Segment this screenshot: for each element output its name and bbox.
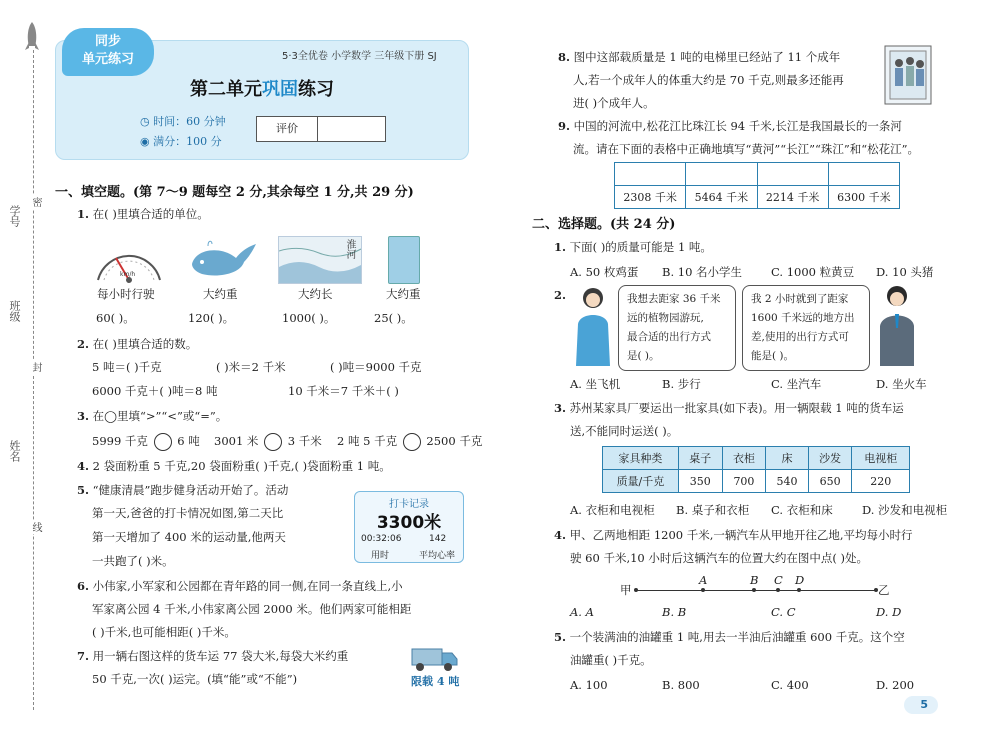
- river-table: [614, 162, 900, 209]
- q6-line-2: 军家离公园 4 千米,小伟家离公园 2000 米。他们两家可能相距: [92, 602, 412, 616]
- river-length-cell: 2214 千米: [757, 186, 828, 209]
- clock-icon: ◷: [140, 115, 154, 128]
- q-text: 在◯里填“>”“<”或“=”。: [92, 409, 228, 423]
- compare-circle[interactable]: [403, 433, 421, 451]
- s2q2-option-a[interactable]: A. 坐飞机: [570, 377, 621, 391]
- point-start: [634, 588, 638, 592]
- q1-7: [77, 645, 348, 667]
- river-name-cell[interactable]: [828, 163, 899, 186]
- q1-caption-4: 大约重: [386, 287, 421, 301]
- s2q3-option-b[interactable]: B. 桌子和衣柜: [676, 503, 750, 517]
- q1-3: [77, 405, 227, 427]
- furniture-weight-cell: 540: [766, 470, 808, 493]
- point-b-label: B: [750, 573, 759, 587]
- furniture-header-row: [603, 447, 910, 470]
- s2q5-option-b[interactable]: B. 800: [662, 678, 700, 692]
- furniture-weight-cell: 220: [852, 470, 910, 493]
- time-text: 时间：60 分钟: [153, 115, 226, 128]
- s2q4-option-a[interactable]: A. A: [570, 605, 594, 619]
- q-text: 一个装满油的油罐重 1 吨,用去一半油后油罐重 600 千克。这个空: [569, 630, 905, 644]
- title-part1: 第二单元: [190, 79, 262, 100]
- furniture-header-cell: 衣柜: [722, 447, 766, 470]
- speed-unit: km/h: [120, 271, 136, 278]
- bubble-left: [618, 285, 736, 371]
- compare-circle[interactable]: [264, 433, 282, 451]
- q-text: 图中这部载质量是 1 吨的电梯里已经站了 11 个成年: [573, 50, 841, 64]
- page-number: 5: [904, 696, 938, 714]
- line-start-label: 甲: [620, 583, 632, 597]
- q-num: 3.: [554, 401, 567, 415]
- q3-left: 2 吨 5 千克: [337, 434, 398, 448]
- river-length-cell: 6300 千米: [828, 186, 899, 209]
- q-text: 小伟家,小军家和公园都在青年路的同一侧,在同一条直线上,小: [92, 579, 403, 593]
- q-text: “健康清晨”跑步健身活动开始了。活动: [92, 483, 289, 497]
- q1-answer-1[interactable]: 60( )。: [96, 311, 135, 325]
- card-distance: 3300米: [376, 513, 442, 533]
- name-label: 姓名: [8, 440, 21, 462]
- q-text: 甲、乙两地相距 1200 千米,一辆汽车从甲地开往乙地,平均每小时行: [569, 528, 913, 542]
- elevator-icon: [884, 45, 932, 105]
- rocket-icon: [22, 20, 42, 56]
- badge-line2: 单元练习: [81, 52, 134, 67]
- q7-line-2[interactable]: 50 千克,一次( )运完。(填“能”或“不能”): [92, 672, 298, 686]
- river-length-cell: 2308 千米: [615, 186, 686, 209]
- q1-4: [77, 455, 391, 477]
- furniture-weight-cell: 700: [722, 470, 766, 493]
- student-id-label: 学号: [8, 205, 21, 227]
- furniture-header-cell: 桌子: [678, 447, 722, 470]
- river-name-row: [615, 163, 900, 186]
- q-text: 用一辆右图这样的货车运 77 袋大米,每袋大米约重: [92, 649, 349, 663]
- q-text: 2 袋面粉重 5 千克,20 袋面粉重( )千克,( )袋面粉重 1 吨。: [92, 459, 391, 473]
- speedometer-icon: [92, 232, 166, 284]
- card-time-label: 用时: [371, 551, 390, 561]
- q8-line-3[interactable]: 进( )个成年人。: [573, 96, 655, 110]
- q-num: 1.: [77, 207, 90, 221]
- s2q1-option-a[interactable]: A. 50 枚鸡蛋: [570, 265, 639, 279]
- furniture-weight-cell: 350: [678, 470, 722, 493]
- q-num: 9.: [558, 119, 571, 133]
- q-num: 2.: [77, 337, 90, 351]
- q2-4: [554, 524, 913, 546]
- q1-caption-3: 大约长: [298, 287, 333, 301]
- q1-answer-2[interactable]: 120( )。: [188, 311, 235, 325]
- q1-8: [558, 46, 840, 68]
- class-label: 班级: [8, 300, 21, 322]
- q-text: 在( )里填合适的数。: [92, 337, 198, 351]
- q-text: 苏州某家具厂要运出一批家具(如下表)。用一辆限载 1 吨的货车运: [569, 401, 904, 415]
- river-name-cell[interactable]: [757, 163, 828, 186]
- q5-line-4[interactable]: 一共跑了( )米。: [92, 554, 174, 568]
- q-text: 下面( )的质量可能是 1 吨。: [569, 240, 712, 254]
- q-num: 3.: [77, 409, 90, 423]
- s2q3-line-2[interactable]: 送,不能同时运送( )。: [570, 424, 679, 438]
- q-num: 7.: [77, 649, 90, 663]
- q1-5: [77, 479, 288, 501]
- s2q2-option-c[interactable]: C. 坐汽车: [771, 377, 822, 391]
- flour-bag-icon: [388, 236, 420, 284]
- s2q5-option-c[interactable]: C. 400: [771, 678, 809, 692]
- s2q3-option-c[interactable]: C. 衣柜和床: [771, 503, 833, 517]
- q3-right: 3 千米: [287, 434, 322, 448]
- q-num: 2.: [554, 288, 567, 302]
- s2q5-line-2[interactable]: 油罐重( )千克。: [570, 653, 652, 667]
- section1-title: 一、填空题。(第 7～9 题每空 2 分,其余每空 1 分,共 29 分): [55, 185, 414, 200]
- card-title: 打卡记录: [389, 499, 429, 510]
- river-length-row: [615, 186, 900, 209]
- s2q2-option-d[interactable]: D. 坐火车: [876, 377, 927, 391]
- bubble-right: [742, 285, 870, 371]
- q3-left: 3001 米: [214, 434, 259, 448]
- bubble-right-line[interactable]: 能是( )。: [751, 350, 795, 362]
- q6-line-3[interactable]: ( )千米,也可能相距( )千米。: [92, 625, 236, 639]
- river-name-cell[interactable]: [686, 163, 757, 186]
- card-time: 00:32:06: [361, 534, 402, 544]
- furniture-header-cell: 床: [766, 447, 808, 470]
- evaluation-box: [256, 116, 386, 142]
- q2-3: [554, 397, 904, 419]
- q1-caption-1: 每小时行驶: [97, 287, 155, 301]
- q3-right: 2500 千克: [426, 434, 483, 448]
- furniture-table: [602, 446, 910, 493]
- q2-item-3[interactable]: ( )吨＝9000 千克: [330, 360, 422, 374]
- q-num: 4.: [77, 459, 90, 473]
- q-num: 5.: [554, 630, 567, 644]
- bubble-left-line: 我想去距家 36 千米: [627, 293, 721, 305]
- q1-6: [77, 575, 403, 597]
- q3-right: 6 吨: [177, 434, 200, 448]
- binding-strip: [0, 0, 50, 739]
- furniture-header-cell: 沙发: [808, 447, 852, 470]
- point-d-label: D: [795, 573, 805, 587]
- q3-compare-1: [92, 430, 200, 452]
- river-image: [278, 236, 362, 284]
- score-text: 满分：100 分: [153, 135, 222, 148]
- truck-limit-label: 限载 4 吨: [411, 675, 460, 688]
- man-figure-icon: [874, 284, 920, 368]
- s2q4-line-2[interactable]: 驶 60 千米,10 小时后这辆汽车的位置大约在图中点( )处。: [570, 551, 869, 565]
- title-part3: 练习: [298, 79, 334, 100]
- q2-2: [554, 284, 566, 306]
- woman-figure-icon: [570, 284, 616, 368]
- q-num: 4.: [554, 528, 567, 542]
- q5-line-3: 第一天增加了 400 米的运动量,他两天: [92, 530, 286, 544]
- furniture-header-cell: 家具种类: [603, 447, 679, 470]
- q2-1: [554, 236, 712, 258]
- q1-9: [558, 115, 902, 137]
- s2q5-option-a[interactable]: A. 100: [570, 678, 608, 692]
- furniture-weight-row: [603, 470, 910, 493]
- q1-answer-4[interactable]: 25( )。: [374, 311, 413, 325]
- s2q4-option-b[interactable]: B. B: [662, 605, 687, 619]
- bubble-right-line: 差,使用的出行方式可: [751, 331, 849, 343]
- q3-compare-3: [337, 430, 482, 452]
- bubble-right-line: 我 2 小时就到了距家: [751, 293, 849, 305]
- q-num: 6.: [77, 579, 90, 593]
- evaluation-label: 评价: [257, 117, 318, 141]
- bubble-left-line: 最合适的出行方式: [627, 331, 711, 343]
- bubble-right-line: 1600 千米远的地方出: [751, 312, 855, 324]
- compare-circle[interactable]: [154, 433, 172, 451]
- q2-5: [554, 626, 905, 648]
- river-length-cell: 5464 千米: [686, 186, 757, 209]
- river-name: 淮河: [344, 239, 355, 259]
- s2q4-option-d[interactable]: D. D: [876, 605, 902, 619]
- point-a-label: A: [699, 573, 708, 587]
- unit-badge: [62, 28, 154, 76]
- q3-compare-2: [214, 430, 322, 452]
- q-num: 5.: [77, 483, 90, 497]
- q9-line-2: 流。请在下面的表格中正确地填写“黄河”“长江”“珠江”和“松花江”。: [573, 142, 920, 156]
- river-name-cell[interactable]: [615, 163, 686, 186]
- seal-char-1: 密: [30, 197, 41, 207]
- seal-char-3: 线: [30, 522, 41, 532]
- series-info: 5·3全优卷 小学数学 三年级下册 SJ: [282, 51, 437, 62]
- seal-char-2: 封: [30, 362, 41, 372]
- q5-line-2: 第一天,爸爸的打卡情况如图,第二天比: [92, 506, 284, 520]
- q2-item-2[interactable]: ( )米＝2 千米: [216, 360, 286, 374]
- q2-item-4[interactable]: 6000 千克＋( )吨＝8 吨: [92, 384, 218, 398]
- point-c-label: C: [774, 573, 783, 587]
- full-score: [140, 133, 222, 149]
- furniture-weight-cell: 650: [808, 470, 852, 493]
- q1-caption-2: 大约重: [203, 287, 238, 301]
- section2-title: 二、选择题。(共 24 分): [532, 217, 676, 232]
- s2q1-option-b[interactable]: B. 10 名小学生: [662, 265, 743, 279]
- truck-icon: [410, 643, 460, 673]
- q-text: 中国的河流中,松花江比珠江长 94 千米,长江是我国最长的一条河: [573, 119, 902, 133]
- time-limit: [140, 113, 226, 129]
- s2q4-option-c[interactable]: C. C: [771, 605, 796, 619]
- whale-icon: [188, 238, 260, 282]
- q1-answer-3[interactable]: 1000( )。: [282, 311, 336, 325]
- card-heart-label: 平均心率: [419, 551, 456, 561]
- q1-1: [77, 203, 209, 225]
- title-highlight: 巩固: [262, 79, 298, 100]
- s2q1-option-d[interactable]: D. 10 头猪: [876, 265, 934, 279]
- furniture-row-label: 质量/千克: [603, 470, 679, 493]
- s2q3-option-a[interactable]: A. 衣柜和电视柜: [570, 503, 655, 517]
- s2q1-option-c[interactable]: C. 1000 粒黄豆: [771, 265, 855, 279]
- badge-line1: 同步: [94, 34, 121, 49]
- q-text: 在( )里填合适的单位。: [92, 207, 209, 221]
- bubble-left-line[interactable]: 是( )。: [627, 350, 660, 362]
- point-end: [874, 588, 878, 592]
- q2-item-5[interactable]: 10 千米＝7 千米＋( ): [288, 384, 399, 398]
- furniture-header-cell: 电视柜: [852, 447, 910, 470]
- page-title: [56, 75, 468, 101]
- q-num: 1.: [554, 240, 567, 254]
- q8-line-2: 人,若一个成年人的体重大约是 70 千克,则最多还能再: [573, 73, 844, 87]
- evaluation-field[interactable]: [318, 117, 385, 141]
- s2q2-option-b[interactable]: B. 步行: [662, 377, 701, 391]
- checkin-card: [354, 491, 464, 563]
- line-end-label: 乙: [878, 583, 890, 597]
- bubble-left-line: 远的植物园游玩,: [627, 312, 704, 324]
- cut-line: [33, 50, 34, 710]
- q2-item-1[interactable]: 5 吨＝( )千克: [92, 360, 162, 374]
- q-num: 8.: [558, 50, 571, 64]
- card-heart: 142: [429, 534, 447, 544]
- check-icon: ◉: [140, 135, 154, 148]
- s2q3-option-d[interactable]: D. 沙发和电视柜: [862, 503, 948, 517]
- q1-2: [77, 333, 197, 355]
- q3-left: 5999 千克: [92, 434, 148, 448]
- s2q5-option-d[interactable]: D. 200: [876, 678, 915, 692]
